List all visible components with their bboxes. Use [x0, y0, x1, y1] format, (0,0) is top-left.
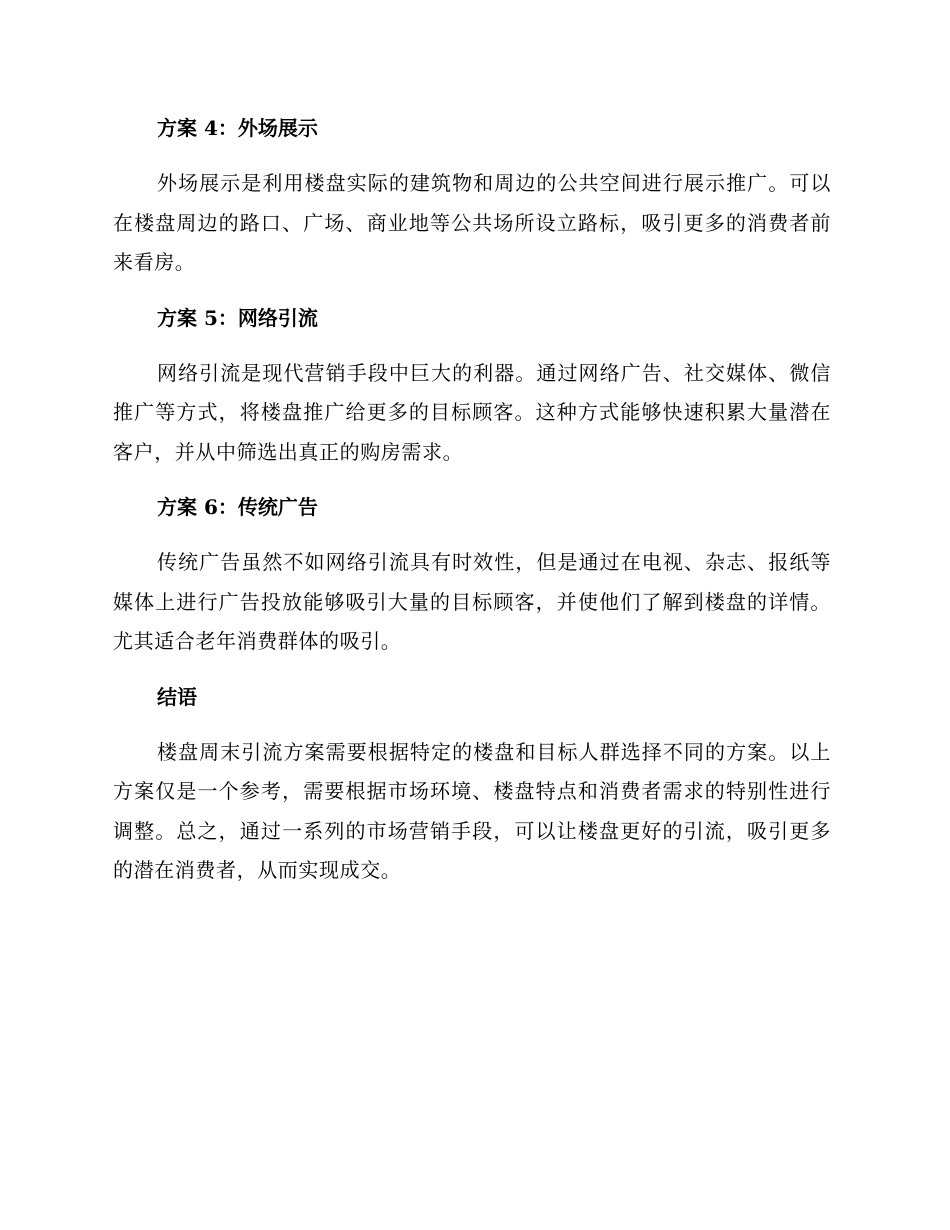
- section-conclusion: [113, 679, 831, 891]
- section-paragraph: 外场展示是利用楼盘实际的建筑物和周边的公共空间进行展示推广。可以在楼盘周边的路口、广场、商业地等公共场所设立路标，吸引更多的消费者前来看房。: [113, 171, 831, 274]
- section-heading: 方案 6：传统广告: [157, 495, 318, 519]
- section-paragraph: 楼盘周末引流方案需要根据特定的楼盘和目标人群选择不同的方案。以上方案仅是一个参考，需要根据市场环境、楼盘特点和消费者需求的特别性进行调整。总之，通过一系列的市场营销手段，可以让楼盘更好的引流，吸引更多的潜在消费者，从而实现成交。: [113, 739, 831, 882]
- section-paragraph: 网络引流是现代营销手段中巨大的利器。通过网络广告、社交媒体、微信推广等方式，将楼盘推广给更多的目标顾客。这种方式能够快速积累大量潜在客户，并从中筛选出真正的购房需求。: [113, 360, 831, 464]
- document-body: [113, 110, 831, 908]
- section-plan-4: [113, 110, 831, 283]
- section-heading: 方案 4：外场展示: [157, 116, 318, 140]
- section-plan-6: [113, 489, 831, 662]
- section-plan-5: [113, 300, 831, 473]
- section-paragraph: 传统广告虽然不如网络引流具有时效性，但是通过在电视、杂志、报纸等媒体上进行广告投放能够吸引大量的目标顾客，并使他们了解到楼盘的详情。尤其适合老年消费群体的吸引。: [113, 550, 831, 653]
- section-heading: 结语: [157, 684, 197, 709]
- section-heading: 方案 5：网络引流: [157, 305, 318, 330]
